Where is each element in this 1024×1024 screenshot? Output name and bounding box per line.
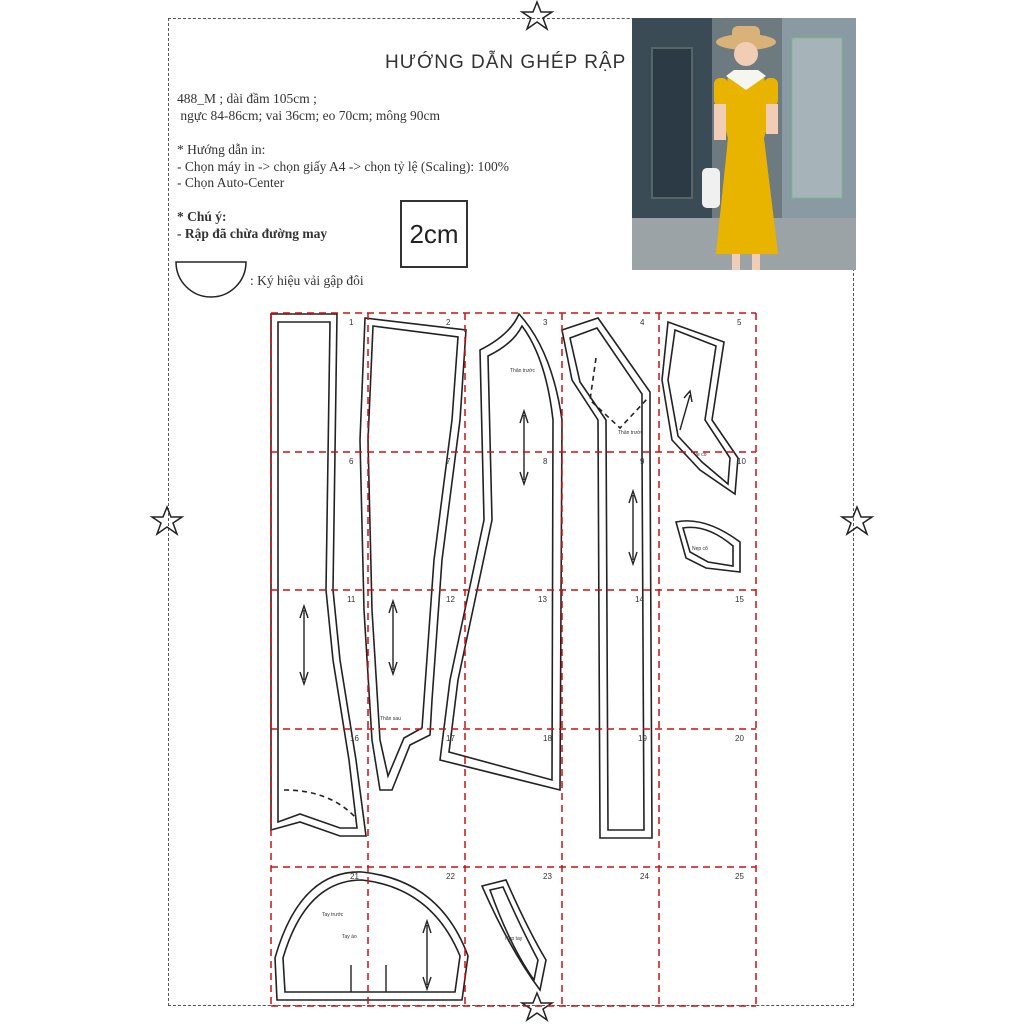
cell-number: 25 (735, 872, 744, 881)
cell-number: 22 (446, 872, 455, 881)
label-facing: Nẹp cổ (692, 546, 708, 552)
cell-number: 2 (446, 318, 451, 327)
star-top-icon (522, 2, 552, 29)
page-title: HƯỚNG DẪN GHÉP RẬP (385, 52, 627, 73)
cell-number: 12 (446, 595, 455, 604)
cell-number: 6 (349, 457, 354, 466)
spec-line-2: ngực 84-86cm; vai 36cm; eo 70cm; mông 90cm (177, 108, 441, 123)
cell-number: 19 (638, 734, 647, 743)
label-front-body: Thân trước (510, 368, 535, 374)
cell-number: 23 (543, 872, 552, 881)
piece-front-body (440, 314, 562, 790)
note-heading: * Chú ý: (177, 209, 227, 224)
label-sleeve: Tay áo (342, 934, 357, 940)
cell-number: 15 (735, 595, 744, 604)
pattern-pieces (271, 314, 740, 1000)
print-guide-step-1: - Chọn máy in -> chọn giấy A4 -> chọn tỷ lệ (Scaling): 100% (177, 158, 510, 174)
cell-number: 17 (446, 734, 455, 743)
cell-number: 21 (350, 872, 359, 881)
star-right-icon (842, 507, 872, 534)
fold-symbol-icon (176, 262, 246, 297)
cell-number: 24 (640, 872, 649, 881)
scale-reference-box: 2cm (400, 200, 468, 268)
cell-number: 10 (737, 457, 746, 466)
cell-number: 20 (735, 734, 744, 743)
piece-sleeve (275, 872, 468, 1000)
cell-number: 16 (350, 734, 359, 743)
star-left-icon (152, 507, 182, 534)
grainline-arrows (300, 391, 692, 992)
cell-number: 7 (446, 457, 451, 466)
label-side: Nẹp tay (505, 936, 523, 942)
cell-number: 18 (543, 734, 552, 743)
cell-number: 14 (635, 595, 644, 604)
fold-legend-text: : Ký hiệu vải gập đôi (250, 273, 364, 288)
cell-number: 1 (349, 318, 354, 327)
spec-line-1: 488_M ; dài đầm 105cm ; (177, 91, 317, 106)
piece-facing (676, 521, 740, 572)
piece-back-panel (271, 314, 366, 836)
print-guide-step-2: - Chọn Auto-Center (177, 175, 285, 190)
note-text: - Rập đã chừa đường may (177, 226, 328, 241)
grid-cell-numbers (347, 318, 746, 881)
cell-number: 9 (640, 457, 645, 466)
piece-side-panel (360, 318, 466, 790)
cell-number: 11 (347, 595, 356, 604)
cell-number: 5 (737, 318, 742, 327)
label-sleeve-front: Tay trước (322, 912, 344, 918)
cell-number: 4 (640, 318, 645, 327)
label-front: Thân trước (618, 430, 643, 436)
cell-number: 13 (538, 595, 547, 604)
label-collar: Ve cổ (694, 452, 707, 458)
cell-number: 8 (543, 457, 548, 466)
label-back: Thân sau (380, 716, 401, 722)
print-guide-heading: * Hướng dẫn in: (177, 142, 266, 157)
cell-number: 3 (543, 318, 548, 327)
